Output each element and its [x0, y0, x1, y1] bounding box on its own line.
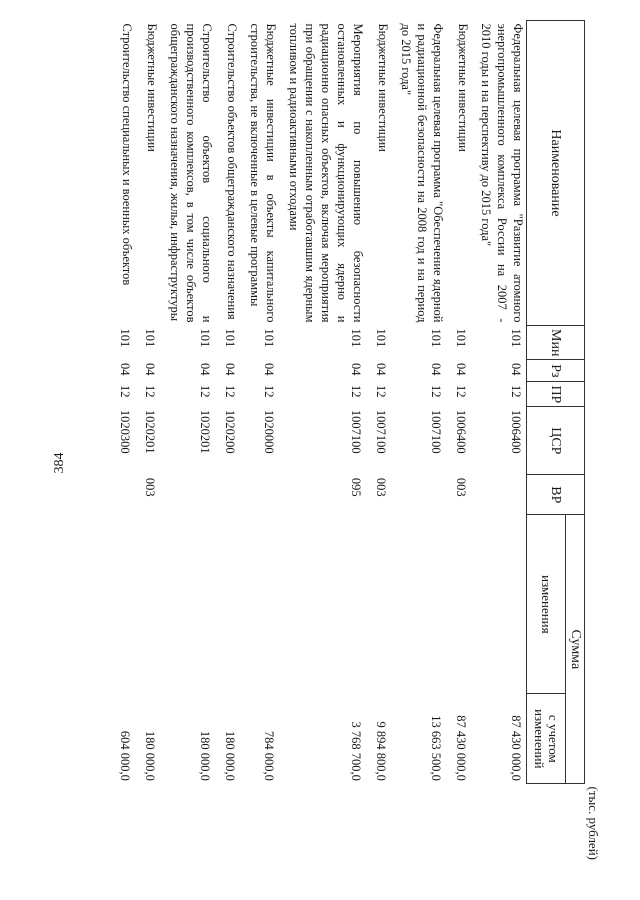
row-change — [366, 515, 391, 694]
header-rz: Рз — [527, 360, 585, 382]
row-total: 604 000,0 — [118, 730, 132, 781]
row-min: 101 — [374, 328, 388, 348]
unit-note: (тыс. рублей) — [586, 786, 601, 860]
row-change — [391, 515, 446, 694]
row-pr: 12 — [429, 384, 443, 398]
row-pr: 12 — [223, 384, 237, 398]
row-vr — [160, 475, 215, 515]
row-vr — [110, 475, 135, 515]
row-change — [160, 515, 215, 694]
row-rz: 04 — [262, 362, 276, 376]
row-total: 784 000,0 — [262, 730, 276, 781]
table-row — [446, 21, 471, 784]
row-pr: 12 — [509, 384, 523, 398]
header-min: Мин — [527, 326, 585, 360]
row-csr: 1020300 — [118, 409, 132, 454]
row-vr — [471, 475, 527, 515]
table-row — [215, 21, 240, 784]
row-csr: 1007100 — [349, 409, 363, 454]
header-vr: ВР — [527, 475, 585, 515]
row-min: 101 — [143, 328, 157, 348]
row-vr — [215, 475, 240, 515]
row-name: Бюджетные инвестиции в объекты капитального строительства, не включенные в целевые программы — [248, 23, 278, 323]
row-total: 180 000,0 — [143, 730, 157, 781]
row-min: 101 — [509, 328, 523, 348]
table-row — [135, 21, 160, 784]
row-name: Строительство объектов общегражданского назначения — [225, 23, 239, 320]
rotated-table-page — [25, 20, 605, 865]
row-change — [471, 515, 527, 694]
header-pr: ПР — [527, 382, 585, 407]
table-body — [110, 21, 527, 784]
row-total: 87 430 000,0 — [454, 715, 468, 781]
table-row — [366, 21, 391, 784]
row-min: 101 — [429, 328, 443, 348]
row-total: 87 430 000,0 — [509, 715, 523, 781]
row-rz: 04 — [349, 362, 363, 376]
budget-table — [110, 20, 585, 784]
row-csr: 1020000 — [262, 409, 276, 454]
row-pr: 12 — [374, 384, 388, 398]
row-rz: 04 — [143, 362, 157, 376]
table-row — [471, 21, 527, 784]
row-rz: 04 — [454, 362, 468, 376]
row-min: 101 — [454, 328, 468, 348]
row-rz: 04 — [198, 362, 212, 376]
row-pr: 12 — [349, 384, 363, 398]
row-change — [110, 515, 135, 694]
row-rz: 04 — [429, 362, 443, 376]
table-row — [240, 21, 279, 784]
row-csr: 1007100 — [374, 409, 388, 454]
row-vr: 003 — [454, 477, 468, 497]
table-row — [110, 21, 135, 784]
row-name: Федеральная целевая программа "Обеспечение ядерной и радиационной безопасности на 2008 год и на период до 2015 года" — [399, 23, 445, 323]
row-change — [279, 515, 366, 694]
row-csr: 1020201 — [143, 409, 157, 454]
row-min: 101 — [349, 328, 363, 348]
row-change — [240, 515, 279, 694]
row-rz: 04 — [223, 362, 237, 376]
header-name: Наименование — [527, 21, 585, 326]
table-row — [391, 21, 446, 784]
row-total: 180 000,0 — [223, 730, 237, 781]
page-number: 384 — [52, 452, 67, 474]
row-csr: 1007100 — [429, 409, 443, 454]
row-name: Строительство специальных и военных объектов — [120, 23, 134, 286]
row-csr: 1006400 — [454, 409, 468, 454]
header-change: изменения — [527, 515, 566, 694]
header-with-changes: с учетом изменений — [527, 694, 566, 784]
row-rz: 04 — [374, 362, 388, 376]
row-name: Бюджетные инвестиции — [376, 23, 390, 152]
row-vr: 003 — [374, 477, 388, 497]
row-change — [446, 515, 471, 694]
row-rz: 04 — [509, 362, 523, 376]
row-csr: 1006400 — [509, 409, 523, 454]
row-name: Строительство объектов социального и производственного комплексов, в том числе объектов общегражданского назначения, жилья, инфраструктуры — [168, 23, 214, 323]
table-header — [527, 21, 585, 784]
row-pr: 12 — [143, 384, 157, 398]
row-vr: 095 — [349, 477, 363, 497]
row-csr: 1020200 — [223, 409, 237, 454]
header-sum: Сумма — [566, 515, 585, 784]
row-min: 101 — [262, 328, 276, 348]
table-row — [160, 21, 215, 784]
row-pr: 12 — [198, 384, 212, 398]
row-vr: 003 — [143, 477, 157, 497]
row-total: 9 894 800,0 — [374, 721, 388, 781]
row-total: 13 663 500,0 — [429, 715, 443, 781]
table-row — [279, 21, 366, 784]
row-min: 101 — [198, 328, 212, 348]
row-min: 101 — [223, 328, 237, 348]
row-change — [135, 515, 160, 694]
row-name: Бюджетные инвестиции — [145, 23, 159, 152]
row-change — [215, 515, 240, 694]
row-pr: 12 — [118, 384, 132, 398]
row-total: 180 000,0 — [198, 730, 212, 781]
row-vr — [391, 475, 446, 515]
row-name: Бюджетные инвестиции — [456, 23, 470, 152]
row-min: 101 — [118, 328, 132, 348]
row-rz: 04 — [118, 362, 132, 376]
row-total: 3 768 700,0 — [349, 721, 363, 781]
row-name: Мероприятия по повышению безопасности остановленных и функционирующих ядерно и радиационно опасных объектов, включая мероприятия при обращении с накопленным отработавшим ядерным топливом и радиоактивными отходами — [287, 23, 365, 323]
row-pr: 12 — [454, 384, 468, 398]
header-csr: ЦСР — [527, 407, 585, 475]
row-pr: 12 — [262, 384, 276, 398]
row-csr: 1020201 — [198, 409, 212, 454]
row-name: Федеральная целевая программа "Развитие атомного энергопромышленного комплекса России на 2007 - 2010 годы и на перспективу до 2015 года" — [479, 23, 525, 323]
row-vr — [240, 475, 279, 515]
